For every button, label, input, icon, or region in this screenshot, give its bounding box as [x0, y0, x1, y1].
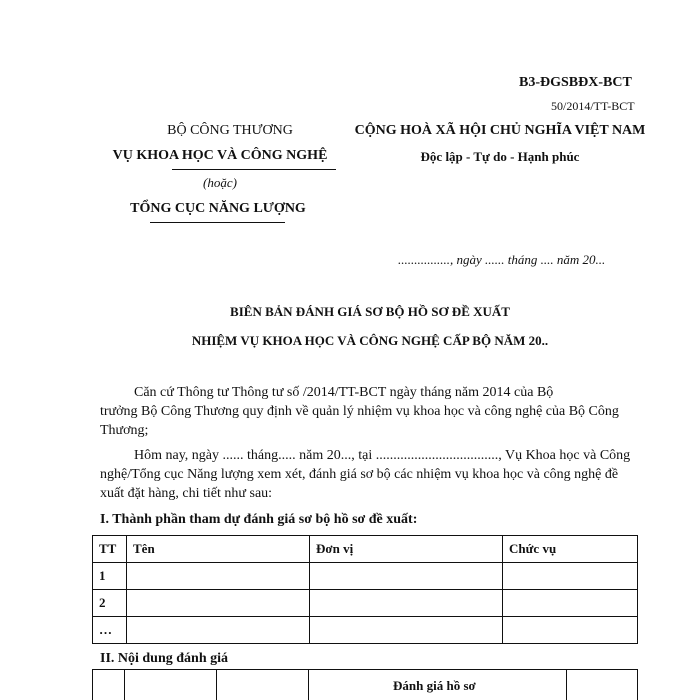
- row-position-cell: [503, 590, 638, 617]
- table-row: [93, 617, 638, 644]
- general-department-name: TỔNG CỤC NĂNG LƯỢNG: [130, 201, 306, 216]
- legal-basis-line1: Căn cứ Thông tư Thông tư số /2014/TT-BCT ngày tháng năm 2014 của Bộ: [134, 385, 554, 400]
- row-name-cell: [127, 563, 310, 590]
- participants-table: [92, 535, 638, 644]
- document-title-line2: NHIỆM VỤ KHOA HỌC VÀ CÔNG NGHỆ CẤP BỘ NĂM 20..: [191, 333, 549, 348]
- meeting-line1: Hôm nay, ngày ...... tháng..... năm 20..., tại ..................................., Vụ Khoa học và Công: [134, 448, 631, 463]
- row-number: 1: [93, 563, 127, 590]
- circular-reference: 50/2014/TT-BCT: [551, 99, 635, 113]
- table-header-row: [93, 536, 638, 563]
- evaluation-col-border: [216, 669, 217, 700]
- row-name-cell: [127, 590, 310, 617]
- country-name: CỘNG HOÀ XÃ HỘI CHỦ NGHĨA VIỆT NAM: [354, 123, 646, 138]
- meeting-paragraph: [100, 446, 633, 503]
- legal-basis-paragraph: [100, 383, 633, 440]
- table-row: [93, 590, 638, 617]
- column-header-unit: Đơn vị: [310, 536, 503, 563]
- evaluation-col-border: [566, 669, 567, 700]
- row-unit-cell: [310, 617, 503, 644]
- row-number: 2: [93, 590, 127, 617]
- meeting-line2: nghệ/Tổng cục Năng lượng xem xét, đánh giá sơ bộ các nhiệm vụ khoa học và công nghệ đề: [100, 467, 619, 482]
- form-code: B3-ĐGSBĐX-BCT: [519, 75, 632, 90]
- legal-basis-line2: trưởng Bộ Công Thương quy định về quản lý nhiệm vụ khoa học và công nghệ của Bộ Công: [100, 404, 619, 419]
- section1-heading: I. Thành phần tham dự đánh giá sơ bộ hồ sơ đề xuất:: [100, 512, 418, 527]
- evaluation-col-border: [124, 669, 125, 700]
- column-header-tt: TT: [93, 536, 127, 563]
- evaluation-table-top-border: [92, 669, 638, 670]
- department-name: VỤ KHOA HỌC VÀ CÔNG NGHỆ: [112, 148, 328, 163]
- ministry-name: BỘ CÔNG THƯƠNG: [167, 123, 293, 138]
- department-underline: [172, 169, 336, 170]
- section2-heading: II. Nội dung đánh giá: [100, 651, 229, 666]
- row-number: …: [93, 617, 127, 644]
- row-unit-cell: [310, 563, 503, 590]
- or-text: (hoặc): [203, 175, 237, 190]
- column-header-position: Chức vụ: [503, 536, 638, 563]
- evaluation-group-header: Đánh giá hồ sơ: [393, 678, 476, 693]
- row-unit-cell: [310, 590, 503, 617]
- date-line: ................, ngày ...... tháng .... năm 20...: [398, 252, 606, 267]
- document-title-line1: BIÊN BẢN ĐÁNH GIÁ SƠ BỘ HỒ SƠ ĐỀ XUẤT: [230, 304, 510, 319]
- column-header-name: Tên: [127, 536, 310, 563]
- general-department-underline: [150, 222, 285, 223]
- meeting-line3: xuất đặt hàng, chi tiết như sau:: [100, 486, 273, 501]
- table-row: [93, 563, 638, 590]
- row-position-cell: [503, 563, 638, 590]
- evaluation-col-border: [308, 669, 309, 700]
- legal-basis-line3: Thương;: [100, 423, 149, 438]
- row-name-cell: [127, 617, 310, 644]
- evaluation-col-border: [92, 669, 93, 700]
- national-motto: Độc lập - Tự do - Hạnh phúc: [420, 149, 580, 164]
- evaluation-col-border: [637, 669, 638, 700]
- row-position-cell: [503, 617, 638, 644]
